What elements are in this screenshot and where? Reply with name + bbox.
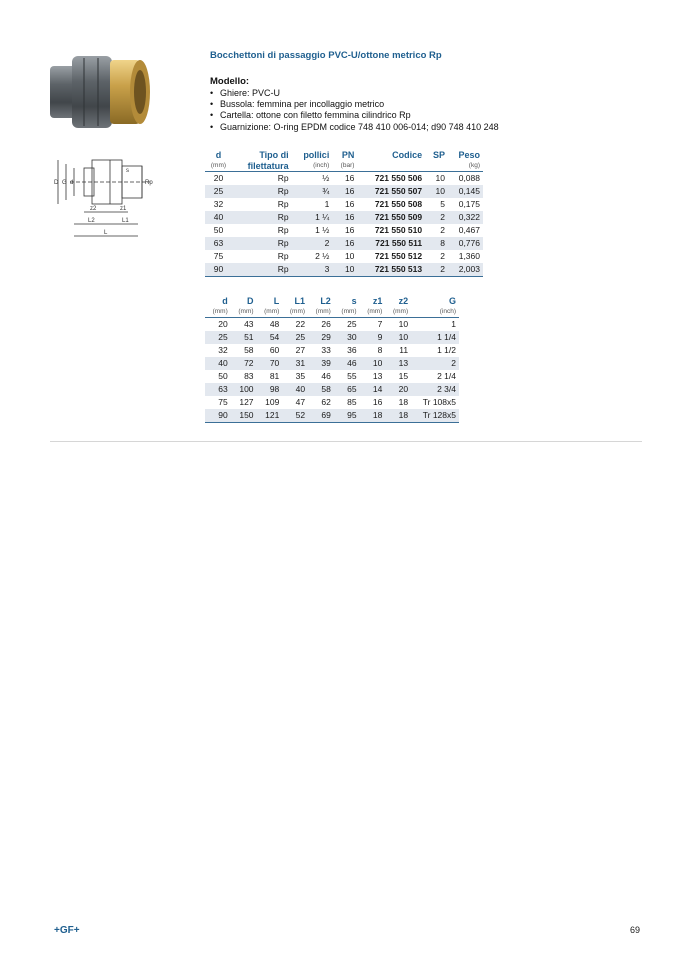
cell: 25: [347, 319, 357, 329]
table-unit-row: [205, 307, 459, 318]
cell: 20: [385, 383, 411, 396]
cell-d: 90: [205, 263, 232, 277]
col-header: Peso: [458, 150, 480, 160]
cell: 10: [360, 357, 386, 370]
page-title: Bocchettoni di passaggio PVC-U/ottone metrico Rp: [210, 50, 442, 61]
cell: 69: [308, 409, 334, 423]
brand-logo: +GF+: [54, 925, 80, 936]
feature-item: • Guarnizione: O-ring EPDM codice 748 410 006-014; d90 748 410 248: [210, 122, 499, 133]
divider: [50, 441, 642, 442]
cell-sp: 8: [425, 237, 448, 250]
cell: 10: [385, 331, 411, 344]
cell-inch: ¾: [292, 185, 333, 198]
cell: 35: [295, 371, 306, 381]
cell-code: 721 550 508: [374, 199, 423, 209]
cell-d: 40: [205, 211, 232, 224]
table-row: [205, 370, 459, 383]
cell: 13: [372, 371, 383, 381]
label-d: d: [70, 180, 74, 186]
cell: 1: [451, 319, 456, 329]
table-row: [205, 237, 483, 250]
cell: 36: [347, 345, 357, 355]
cell-code: 721 550 506: [374, 173, 423, 183]
label-s: s: [126, 168, 129, 174]
cell: 25: [205, 331, 231, 344]
col-header: z1: [372, 296, 383, 306]
col-unit: filettatura: [232, 161, 292, 172]
cell-inch: 3: [292, 263, 333, 277]
cell: 26: [321, 319, 331, 329]
cell: 25: [282, 331, 308, 344]
table-row: [205, 357, 459, 370]
cell: 8: [377, 345, 383, 355]
col-unit: (mm): [334, 307, 360, 318]
label-L1: L1: [122, 218, 129, 224]
cell: 16: [372, 397, 383, 407]
cell-thread: Rp: [232, 211, 292, 224]
cell: 63: [205, 383, 231, 396]
table-header-row: [205, 296, 459, 307]
cell-code: 721 550 512: [374, 251, 423, 261]
cell-weight: 0,175: [458, 199, 480, 209]
cell-sp: 2: [440, 225, 445, 235]
cell: 109: [265, 397, 280, 407]
table-row: [205, 383, 459, 396]
cell-pn: 16: [344, 225, 355, 235]
cell-pn: 16: [332, 237, 357, 250]
cell: 46: [334, 357, 360, 370]
cell-sp: 2: [440, 251, 445, 261]
col-unit: (bar): [332, 161, 357, 172]
cell: 10: [398, 319, 409, 329]
cell: 14: [360, 383, 386, 396]
table-unit-row: [205, 161, 483, 172]
cell-d: 63: [205, 237, 232, 250]
cell: 13: [385, 357, 411, 370]
cell: 46: [321, 371, 331, 381]
feature-item: • Cartella: ottone con filetto femmina cilindrico Rp: [210, 110, 499, 121]
cell: Tr 128x5: [411, 409, 459, 423]
cell-pn: 16: [344, 199, 355, 209]
cell-weight: 0,467: [458, 225, 480, 235]
cell-weight: 2,003: [448, 263, 483, 277]
dimensions-table: [205, 296, 459, 423]
col-header: pollici: [303, 150, 330, 160]
cell: 70: [257, 357, 283, 370]
label-L2: L2: [88, 218, 95, 224]
cell-weight: 0,776: [448, 237, 483, 250]
cell: 51: [231, 331, 257, 344]
cell-inch: 2 ½: [315, 251, 330, 261]
col-unit: (mm): [205, 307, 231, 318]
cell: 1 1/2: [437, 345, 456, 355]
col-unit: (mm): [205, 161, 232, 172]
col-header: G: [448, 296, 456, 306]
cell: 48: [269, 319, 280, 329]
cell-code: 721 550 507: [357, 185, 425, 198]
cell: 43: [244, 319, 254, 329]
page-number: 69: [630, 925, 641, 935]
cell-d: 32: [213, 199, 224, 209]
cell-sp: 5: [440, 199, 445, 209]
cell-pn: 10: [332, 263, 357, 277]
cell: 62: [321, 397, 331, 407]
cell: 81: [269, 371, 280, 381]
cell-weight: 0,145: [448, 185, 483, 198]
col-header: Tipo di: [259, 150, 289, 160]
col-header: s: [351, 296, 357, 306]
table-row: [205, 224, 483, 237]
cell: 2: [411, 357, 459, 370]
cell: 85: [347, 397, 357, 407]
cell-thread: Rp: [277, 251, 289, 261]
table-row: [205, 211, 483, 224]
product-photo: [44, 48, 156, 136]
cell-inch: 1 ¼: [292, 211, 333, 224]
col-unit: (mm): [257, 307, 283, 318]
label-D: D: [54, 180, 59, 186]
cell: 55: [347, 371, 357, 381]
table-row: [205, 331, 459, 344]
cell: 58: [244, 345, 254, 355]
cell: 33: [321, 345, 331, 355]
table-row: [205, 185, 483, 198]
cell-code: 721 550 513: [357, 263, 425, 277]
cell-pn: 16: [332, 211, 357, 224]
cell: 54: [257, 331, 283, 344]
cell: 27: [295, 345, 306, 355]
col-header: SP: [432, 150, 445, 160]
cell-thread: Rp: [277, 173, 289, 183]
table-row: [205, 250, 483, 263]
cell: 18: [385, 409, 411, 423]
cell: 18: [360, 409, 386, 423]
cell-d: 50: [213, 225, 224, 235]
cell: 40: [205, 357, 231, 370]
cell-d: 20: [213, 173, 224, 183]
cell: 31: [282, 357, 308, 370]
cell: 32: [218, 345, 228, 355]
cell-inch: 1: [324, 199, 330, 209]
col-header: z2: [398, 296, 409, 306]
cell-code: 721 550 510: [374, 225, 423, 235]
label-L: L: [104, 230, 108, 236]
col-header: L: [273, 296, 280, 306]
cell: 72: [231, 357, 257, 370]
cell-sp: 2: [425, 211, 448, 224]
cell: 40: [282, 383, 308, 396]
cell: 29: [308, 331, 334, 344]
cell-inch: ½: [322, 173, 330, 183]
features-list: [210, 88, 499, 133]
cell: 1 1/4: [411, 331, 459, 344]
label-G: G: [62, 180, 67, 186]
cell-weight: 0,088: [458, 173, 480, 183]
cell: 11: [399, 345, 409, 355]
cell-sp: 10: [435, 173, 445, 183]
feature-item: • Ghiere: PVC-U: [210, 88, 499, 99]
cell: 98: [257, 383, 283, 396]
cell-sp: 10: [425, 185, 448, 198]
cell: 90: [205, 409, 231, 423]
cell: 7: [377, 319, 383, 329]
cell: 150: [231, 409, 257, 423]
col-header: L2: [320, 296, 331, 306]
cell-d: 25: [205, 185, 232, 198]
table-row: [205, 172, 483, 186]
technical-drawing: [50, 150, 162, 242]
col-unit: (mm): [360, 307, 386, 318]
col-unit: [425, 161, 448, 172]
table-row: [205, 409, 459, 423]
cell: 20: [218, 319, 228, 329]
cell: 52: [282, 409, 308, 423]
cell: 22: [295, 319, 306, 329]
col-unit: (mm): [282, 307, 308, 318]
col-unit: (mm): [308, 307, 334, 318]
cell: 47: [295, 397, 306, 407]
col-header: Codice: [392, 150, 423, 160]
label-Rp: Rp: [145, 180, 153, 186]
cell-weight: 1,360: [458, 251, 480, 261]
col-header: d: [215, 150, 222, 160]
cell-pn: 16: [344, 173, 355, 183]
table-row: [205, 344, 459, 357]
cell: 65: [334, 383, 360, 396]
cell: 39: [308, 357, 334, 370]
table-row: [205, 318, 459, 332]
cell-inch: 2: [292, 237, 333, 250]
cell: 75: [218, 397, 228, 407]
col-header: D: [247, 296, 254, 306]
cell: Tr 108x5: [422, 397, 456, 407]
col-unit: (mm): [231, 307, 257, 318]
cell-sp: 2: [425, 263, 448, 277]
cell: 18: [398, 397, 409, 407]
cell: 58: [308, 383, 334, 396]
cell: 60: [269, 345, 280, 355]
col-header: L1: [294, 296, 306, 306]
cell-pn: 16: [332, 185, 357, 198]
cell: 30: [334, 331, 360, 344]
cell: 50: [218, 371, 228, 381]
cell-thread: Rp: [232, 263, 292, 277]
cell-d: 75: [213, 251, 224, 261]
cell: 95: [334, 409, 360, 423]
table-row: [205, 198, 483, 211]
cell-thread: Rp: [232, 237, 292, 250]
col-unit: (inch): [292, 161, 333, 172]
cell: 100: [231, 383, 257, 396]
cell: 83: [244, 371, 254, 381]
cell: 15: [398, 371, 409, 381]
table-header-row: [205, 150, 483, 161]
cell-thread: Rp: [232, 185, 292, 198]
table-row: [205, 263, 483, 277]
cell: 127: [239, 397, 254, 407]
cell-code: 721 550 509: [357, 211, 425, 224]
cell: 2 1/4: [437, 371, 456, 381]
model-heading: Modello:: [210, 76, 250, 87]
col-unit: [357, 161, 425, 172]
col-unit: (kg): [448, 161, 483, 172]
cell-inch: 1 ½: [315, 225, 330, 235]
col-unit: (inch): [411, 307, 459, 318]
cell: 2 3/4: [411, 383, 459, 396]
cell-pn: 10: [344, 251, 355, 261]
table-row: [205, 396, 459, 409]
label-z2: z2: [90, 206, 97, 212]
col-header: d: [222, 296, 228, 306]
product-codes-table: [205, 150, 483, 277]
cell-code: 721 550 511: [357, 237, 425, 250]
cell-thread: Rp: [277, 199, 289, 209]
cell: 121: [257, 409, 283, 423]
col-unit: (mm): [385, 307, 411, 318]
cell: 9: [360, 331, 386, 344]
cell-thread: Rp: [277, 225, 289, 235]
cell-weight: 0,322: [448, 211, 483, 224]
feature-item: • Bussola: femmina per incollaggio metrico: [210, 99, 499, 110]
col-header: PN: [341, 150, 355, 160]
label-z1: z1: [120, 206, 127, 212]
